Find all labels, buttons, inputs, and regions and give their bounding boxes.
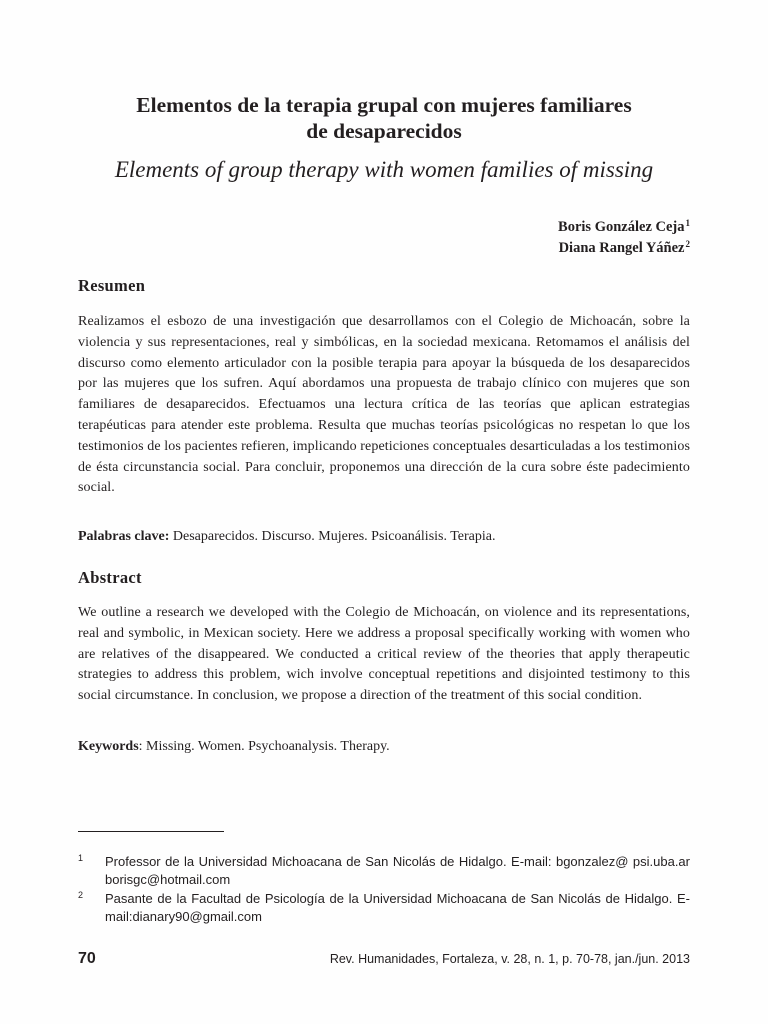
title-english: Elements of group therapy with women families of missing xyxy=(114,157,654,182)
author-1-name: Boris González Ceja xyxy=(558,219,685,235)
author-1-footnote-mark: 1 xyxy=(685,218,690,228)
keywords-label: Keywords xyxy=(78,739,139,754)
author-2 xyxy=(290,238,690,259)
title-spanish-line-2: de desaparecidos xyxy=(306,119,462,143)
footnote-divider xyxy=(78,831,224,832)
keywords-text: : Missing. Women. Psychoanalysis. Therapy. xyxy=(138,739,390,754)
footnote-2-text: Pasante de la Facultad de Psicología de la Universidad Michoacana de San Nicolás de Hidalgo. E-mail:dianary90@gmail.com xyxy=(105,891,690,924)
palabras-clave xyxy=(78,527,690,547)
journal-reference: Rev. Humanidades, Fortaleza, v. 28, n. 1, p. 70-78, jan./jun. 2013 xyxy=(329,952,690,966)
palabras-clave-text: Desaparecidos. Discurso. Mujeres. Psicoanálisis. Terapia. xyxy=(169,529,496,544)
author-2-footnote-mark: 2 xyxy=(685,239,690,249)
article-page xyxy=(78,0,690,1024)
title-spanish xyxy=(78,92,690,144)
palabras-clave-label: Palabras clave: xyxy=(78,529,170,544)
resumen-paragraph: Realizamos el esbozo de una investigación que desarrollamos con el Colegio de Michoacán, sobre la violencia y sus representaciones, real y simbólicas, en la sociedad mexicana. Retomamos el análisis del discurso como elemento articulador con la posible terapia para apoyar la búsqueda de los desaparecidos por las mujeres que los sufren. Aquí abordamos una propuesta de trabajo clínico con mujeres que son familiares de desaparecidos. Efectuamos una lectura crítica de las teorías que aplican estrategias terapéuticas para atender este problema. Resulta que muchas teorías psicológicas no respetan lo que los testimonios de los pacientes refieren, implicando repeticiones conceptuales desarticuladas a los testimonios de ésta circunstancia social. Para concluir, proponemos una dirección de la cura sobre éste padecimiento social. xyxy=(78,314,690,496)
footnote-2 xyxy=(78,890,690,925)
footnote-1-text: Professor de la Universidad Michoacana de San Nicolás de Hidalgo. E-mail: bgonzalez@ psi.uba.ar borisgc@hotmail.com xyxy=(105,854,690,887)
footnote-2-number: 2 xyxy=(78,890,84,900)
page-number: 70 xyxy=(78,950,96,967)
abstract-heading: Abstract xyxy=(78,568,142,587)
footnote-1 xyxy=(78,853,690,888)
resumen-heading: Resumen xyxy=(78,276,146,295)
author-1 xyxy=(290,217,690,238)
author-list xyxy=(290,217,690,259)
abstract-paragraph: We outline a research we developed with the Colegio de Michoacán, on violence and its representations, real and symbolic, in Mexican society. Here we address a proposal specifically working with women who are relatives of the disappeared. We conducted a critical review of the theories that apply therapeutic strategies to address this problem, wich involve conceptual repetitions and disjointed testimony to this social circumstance. In conclusion, we propose a direction of the treatment of this social condition. xyxy=(78,605,690,704)
footnote-1-number: 1 xyxy=(78,853,84,863)
author-2-name: Diana Rangel Yáñez xyxy=(558,240,685,256)
title-spanish-line-1: Elementos de la terapia grupal con mujeres familiares xyxy=(136,93,632,117)
keywords xyxy=(78,737,690,757)
